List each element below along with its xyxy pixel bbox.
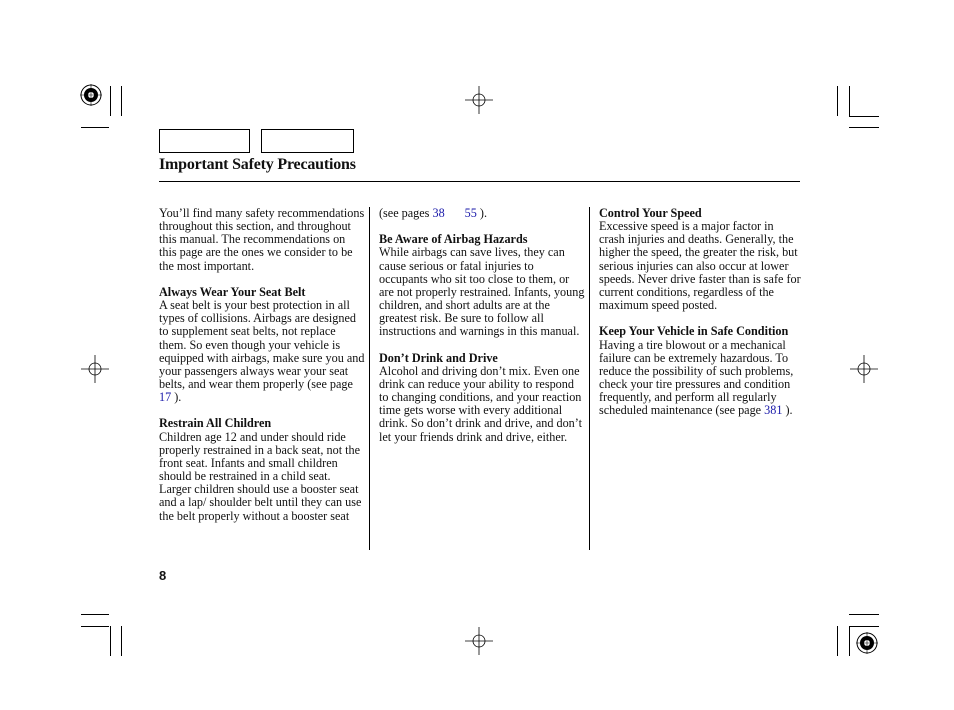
column-divider (589, 207, 590, 550)
crosshair-right-icon (850, 355, 878, 383)
crosshair-left-icon (81, 355, 109, 383)
children-paragraph: Children age 12 and under should ride properly restrained in a back seat, not the front seat. Infants and small children should be restrained in a child seat. Larger children should use a booster seat and a lap/ shoulder belt until they can use the belt properly without a booster seat (159, 429, 362, 523)
registration-target-icon (856, 632, 878, 654)
vehicle-paragraph: Having a tire blowout or a mechanical failure can be extremely hazardous. To reduce the possibility of such problems, check your tire pressures and condition frequently, and perform all regularly scheduled maintenance (see page 381 ). (599, 337, 794, 418)
intro-paragraph: You’ll find many safety recommendations throughout this section, and throughout this manual. The recommendations on this page are the ones we consider to be the most important. (159, 206, 365, 273)
children-heading: Restrain All Children (159, 416, 272, 431)
crosshair-bottom-icon (465, 627, 493, 655)
crosshair-top-icon (465, 86, 493, 114)
page-link[interactable]: 38 (432, 206, 445, 220)
registration-target-icon (80, 84, 102, 106)
column-3 (599, 207, 801, 417)
seatbelt-paragraph: A seat belt is your best protection in all types of collisions. Airbags are designed to supplement seat belts, not replace them. So even though your vehicle is equipped with airbags, make sure you and your passengers always wear your seat belts, and wear them properly (see page 17 ). (159, 298, 365, 405)
title-rule (159, 181, 800, 182)
page-number: 8 (159, 568, 167, 583)
page-link[interactable]: 381 (764, 403, 783, 418)
column-1 (159, 207, 365, 523)
airbag-paragraph: While airbags can save lives, they can cause serious or fatal injuries to occupants who sit too close to them, or are not properly restrained. Infants, young children, and short adults are at the greatest risk. Be sure to follow all instructions and warnings in this manual. (379, 245, 585, 339)
page-title: Important Safety Precautions (159, 156, 356, 173)
page-link[interactable]: 55 (464, 206, 477, 220)
vehicle-heading: Keep Your Vehicle in Safe Condition (599, 324, 789, 339)
page-link[interactable]: 17 (159, 390, 172, 405)
seatbelt-heading: Always Wear Your Seat Belt (159, 284, 306, 299)
section-tab[interactable] (159, 129, 250, 153)
drink-paragraph: Alcohol and driving don’t mix. Even one drink can reduce your ability to respond to changing conditions, and your reaction time gets worse with every additional drink. So don’t drink and drive, and don’t let your friends drink and drive, either. (379, 363, 582, 444)
column-divider (369, 207, 370, 550)
section-tab[interactable] (261, 129, 354, 153)
airbag-heading: Be Aware of Airbag Hazards (379, 232, 528, 247)
speed-heading: Control Your Speed (599, 206, 702, 220)
column-2 (379, 207, 585, 444)
drink-heading: Don’t Drink and Drive (379, 350, 498, 365)
see-pages-line: (see pages 38 55 ). (379, 206, 487, 220)
speed-paragraph: Excessive speed is a major factor in crash injuries and deaths. Generally, the higher the speed, the greater the risk, but serious injuries can also occur at lower speeds. Never drive faster than is safe for current conditions, regardless of the maximum speed posted. (599, 219, 801, 313)
